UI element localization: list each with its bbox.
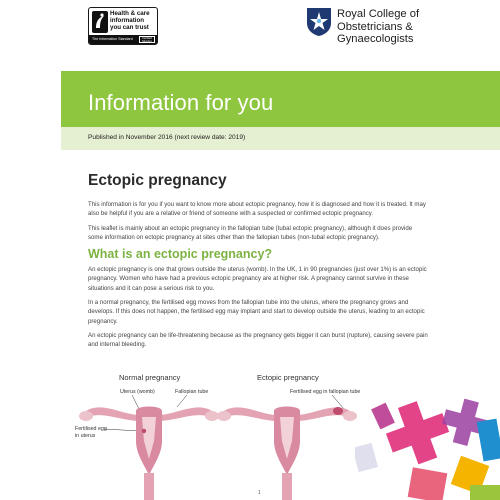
intro-paragraph: This leaflet is mainly about an ectopic pregnancy in the fallopian tube (tubal ectopic pregnancy), although it does provide some information on ectopic pregnancy at sites other than the fallopian tubes (non-tubal ectopic pregnancy). [88,224,413,241]
badge-certified: Certified Member [139,36,155,43]
rcog-name [337,8,419,46]
info-banner [61,71,500,127]
anatomy-drawings [62,371,382,500]
information-standard-logo-icon [92,11,108,33]
rcog-crest-icon [306,7,332,37]
document-content [88,172,428,355]
ectopic-egg-label: Fertilised egg in fallopian tube [290,389,361,395]
section-paragraph: An ectopic pregnancy is one that grows outside the uterus (womb). In the UK, 1 in 90 pregnancies (just over 1%) is an ectopic pregnancy. Women who have had a previous ectopic pregnancy are at higher risk. A pregnancy cannot survive in these situations and it can pose a serious risk to you. [88,266,427,292]
fertilised-egg-label: Fertilised egg [75,426,107,432]
badge-footer: The Information Standard [89,35,157,44]
rcog-line-2: Obstetricians & [337,20,413,33]
fallopian-tube-label: Fallopian tube [175,389,209,395]
published-text: Published in November 2016 (next review date: 2019) [88,134,246,141]
ectopic-pregnancy-title: Ectopic pregnancy [257,373,319,382]
intro-paragraph: This information is for you if you want to know more about ectopic pregnancy, how it is diagnosed and how it is treated. It may also be helpful if you are a relative or friend of someone with a suspected or confirmed ectopic pregnancy. [88,201,426,218]
section-paragraph: In a normal pregnancy, the fertilised egg moves from the fallopian tube into the uterus, where the pregnancy grows and develops. If this does not happen, the fertilised egg may implant and start to develop outside the uterus, leading to an ectopic pregnancy. [88,299,425,325]
decorative-pattern [355,385,500,500]
badge-line-2: information [110,17,145,24]
badge-line-3: you can trust [110,24,149,31]
page-title: Ectopic pregnancy [88,172,227,189]
in-uterus-label: in uterus [75,433,96,439]
badge-text [110,10,150,31]
normal-pregnancy-title: Normal pregnancy [119,373,181,382]
pregnancy-illustration [62,371,382,500]
normal-uterus-diagram [79,395,219,500]
banner-title: Information for you [88,90,274,115]
section-paragraph: An ectopic pregnancy can be life-threatening because as the pregnancy gets bigger it can burst (rupture), causing severe pain and internal bleeding. [88,331,428,349]
page-number: 1 [258,490,261,496]
information-standard-badge [88,7,158,45]
rcog-line-3: Gynaecologists [337,33,414,45]
badge-line-1: Health & care [110,10,150,17]
rcog-line-1: Royal College of [337,8,420,20]
published-bar [61,127,500,150]
uterus-label: Uterus (womb) [120,389,155,395]
section-title: What is an ectopic pregnancy? [88,247,273,262]
ectopic-uterus-diagram [217,395,357,500]
